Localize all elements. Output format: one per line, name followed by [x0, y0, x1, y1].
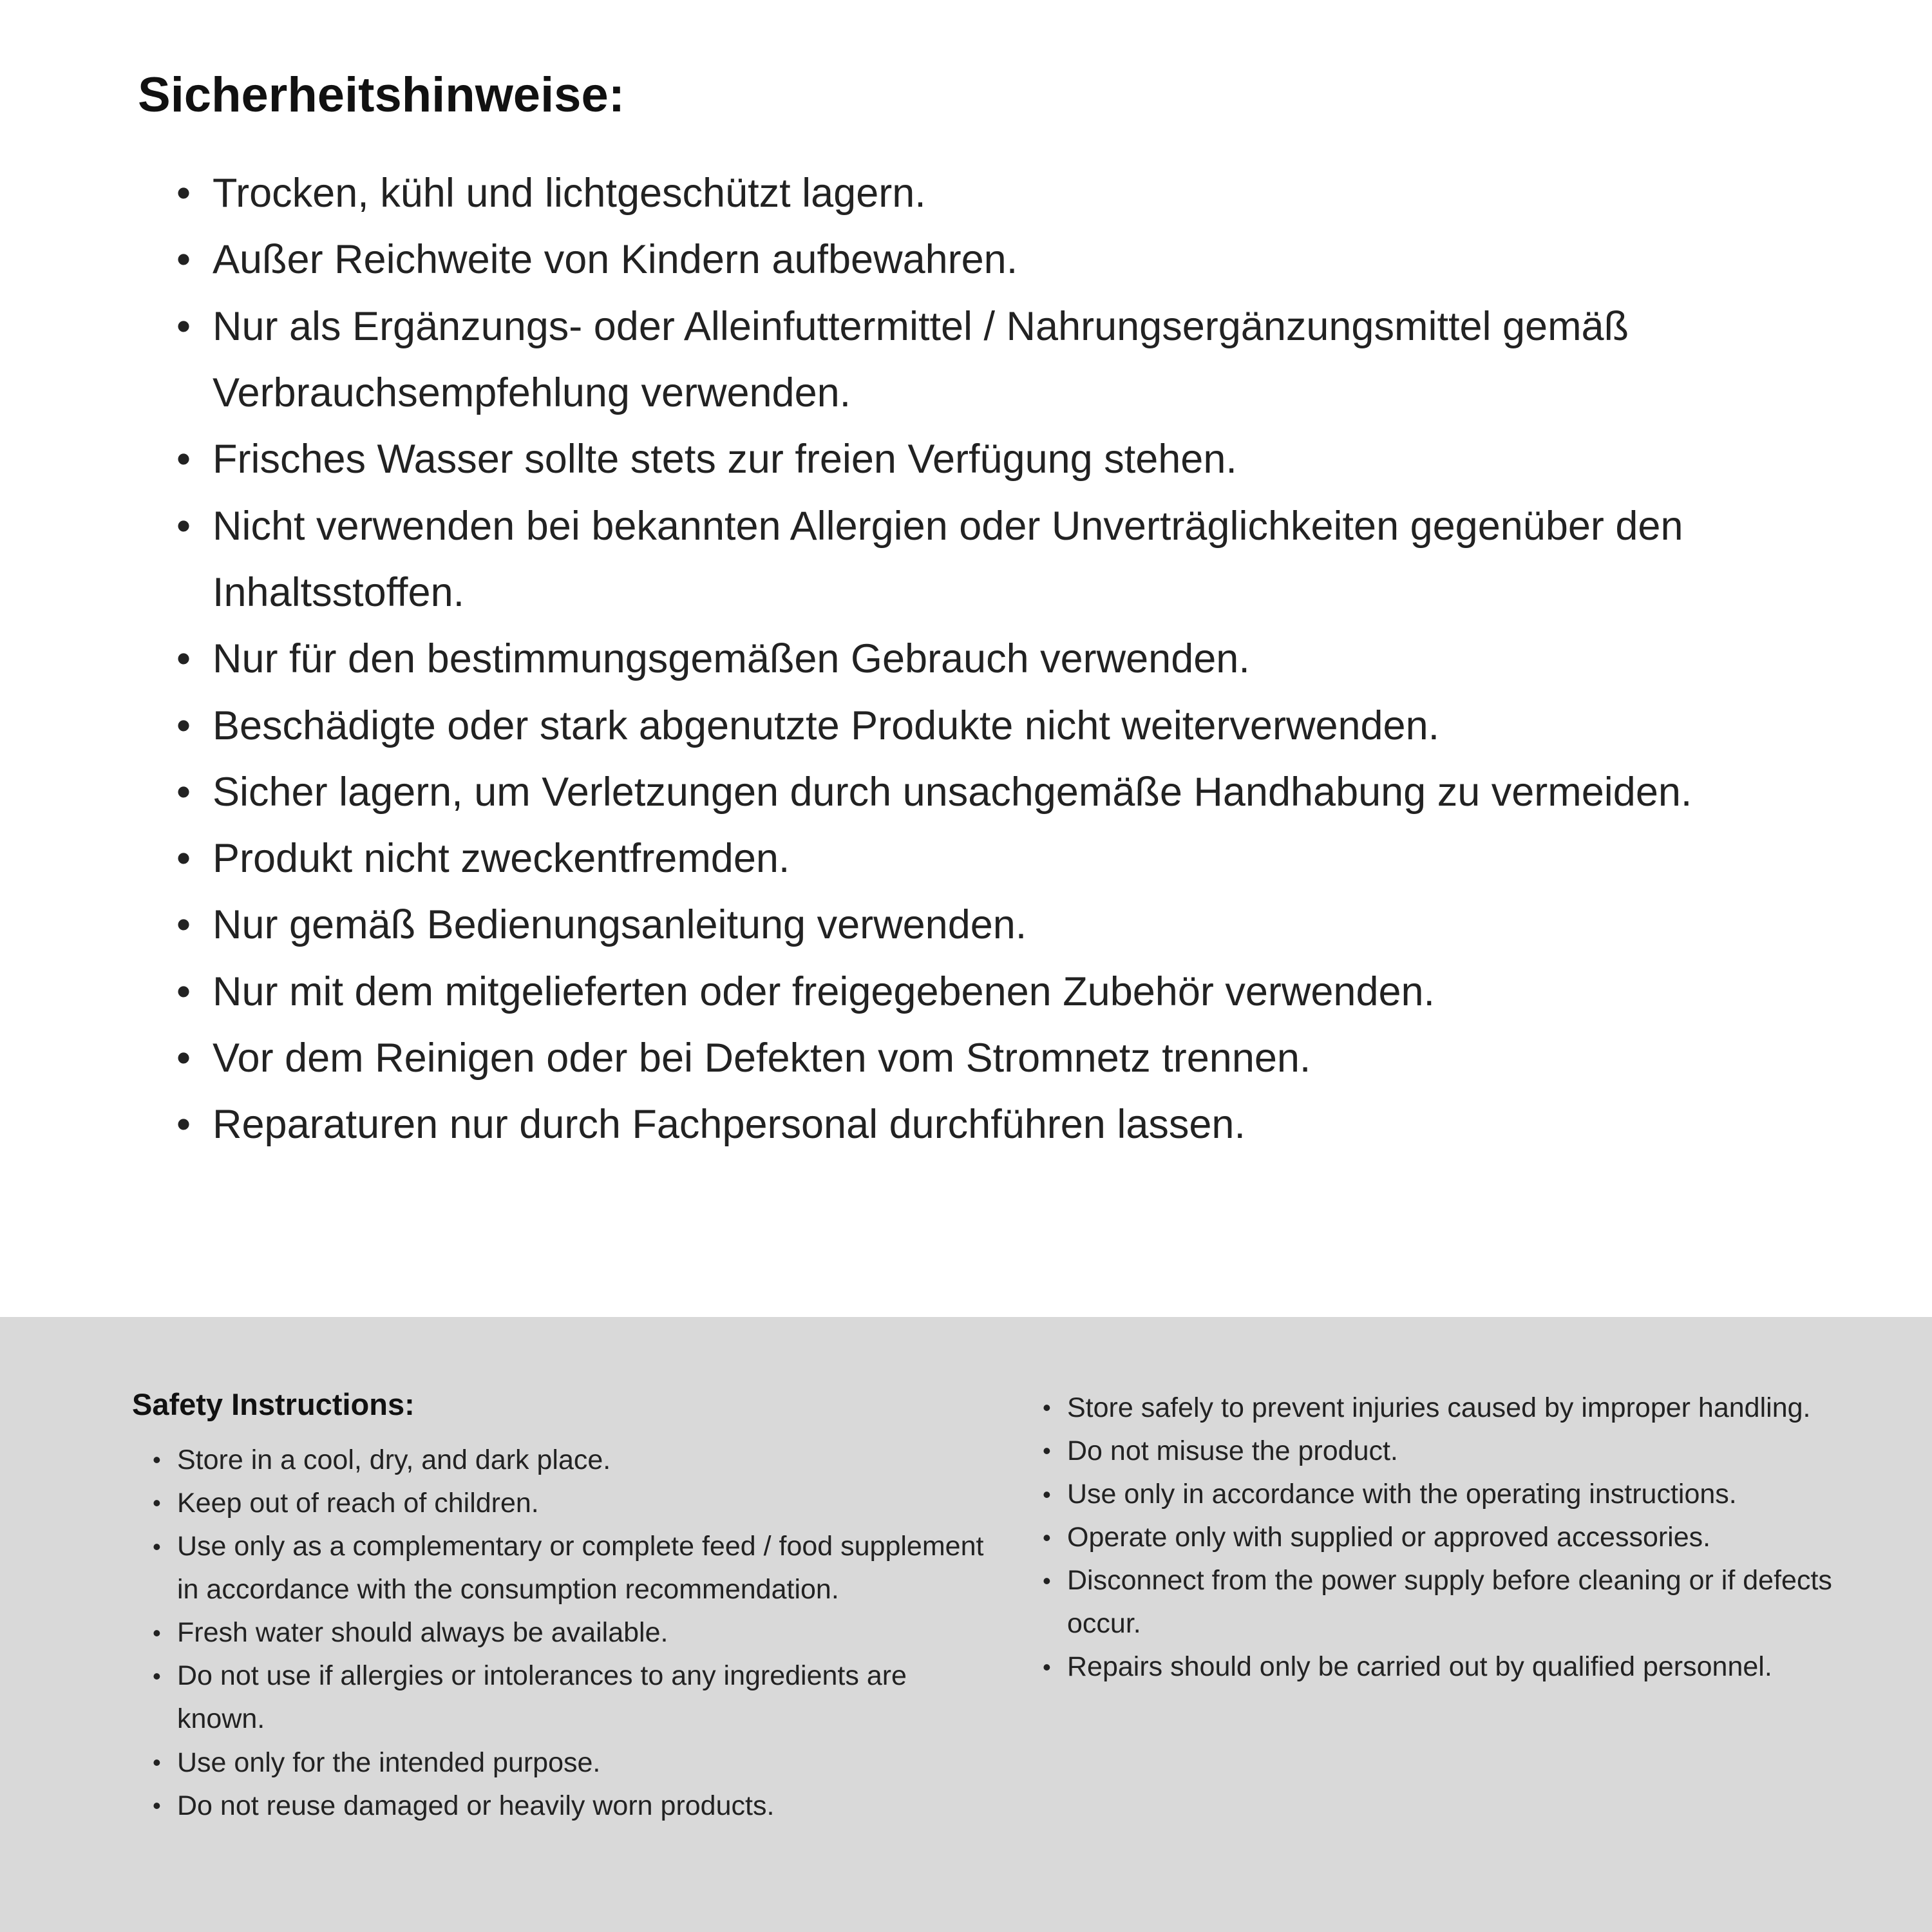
- english-safety-item: • Use only in accordance with the operating instructions.: [1040, 1473, 1842, 1516]
- english-safety-item: • Keep out of reach of children.: [150, 1482, 985, 1525]
- german-safety-item: • Frisches Wasser sollte stets zur freien Verfügung stehen.: [174, 426, 1861, 493]
- german-safety-item: • Nur für den bestimmungsgemäßen Gebrauch verwenden.: [174, 626, 1861, 692]
- english-safety-item: • Do not reuse damaged or heavily worn products.: [150, 1785, 985, 1828]
- english-safety-heading: Safety Instructions:: [132, 1387, 415, 1421]
- english-safety-item: • Operate only with supplied or approved accessories.: [1040, 1516, 1842, 1559]
- english-safety-item: • Do not misuse the product.: [1040, 1430, 1842, 1473]
- german-safety-item: • Produkt nicht zweckentfremden.: [174, 826, 1861, 892]
- german-safety-item: • Außer Reichweite von Kindern aufbewahren.: [174, 227, 1861, 293]
- english-left-column: [132, 1387, 985, 1932]
- german-safety-item: • Nur gemäß Bedienungsanleitung verwenden.: [174, 892, 1861, 958]
- english-safety-item: • Store safely to prevent injuries caused by improper handling.: [1040, 1387, 1842, 1430]
- english-safety-list-left: [150, 1439, 985, 1828]
- english-right-column: [1040, 1387, 1842, 1932]
- german-safety-item: • Sicher lagern, um Verletzungen durch unsachgemäße Handhabung zu vermeiden.: [174, 759, 1861, 826]
- german-safety-item: • Vor dem Reinigen oder bei Defekten vom Stromnetz trennen.: [174, 1025, 1861, 1092]
- english-safety-item: • Do not use if allergies or intolerances to any ingredients are known.: [150, 1654, 985, 1741]
- english-safety-item: • Repairs should only be carried out by qualified personnel.: [1040, 1645, 1842, 1689]
- german-safety-list: [174, 160, 1861, 1159]
- english-safety-item: • Use only for the intended purpose.: [150, 1741, 985, 1785]
- german-safety-item: • Nur mit dem mitgelieferten oder freigegebenen Zubehör verwenden.: [174, 959, 1861, 1025]
- german-safety-item: • Reparaturen nur durch Fachpersonal durchführen lassen.: [174, 1092, 1861, 1158]
- english-safety-item: • Fresh water should always be available.: [150, 1611, 985, 1654]
- german-safety-item: • Beschädigte oder stark abgenutzte Produkte nicht weiterverwenden.: [174, 693, 1861, 759]
- english-safety-section: [0, 1317, 1932, 1932]
- german-safety-item: • Nur als Ergänzungs- oder Alleinfuttermittel / Nahrungsergänzungsmittel gemäß Verbrauchsempfehlung verwenden.: [174, 294, 1861, 427]
- german-safety-heading: Sicherheitshinweise:: [138, 68, 625, 122]
- english-safety-item: • Use only as a complementary or complete feed / food supplement in accordance with the consumption recommendation.: [150, 1525, 985, 1611]
- english-safety-item: • Disconnect from the power supply before cleaning or if defects occur.: [1040, 1559, 1842, 1645]
- german-safety-item: • Nicht verwenden bei bekannten Allergien oder Unverträglichkeiten gegenüber den Inhaltsstoffen.: [174, 493, 1861, 627]
- german-safety-item: • Trocken, kühl und lichtgeschützt lagern.: [174, 160, 1861, 227]
- english-safety-item: • Store in a cool, dry, and dark place.: [150, 1439, 985, 1482]
- english-safety-list-right: [1040, 1387, 1842, 1689]
